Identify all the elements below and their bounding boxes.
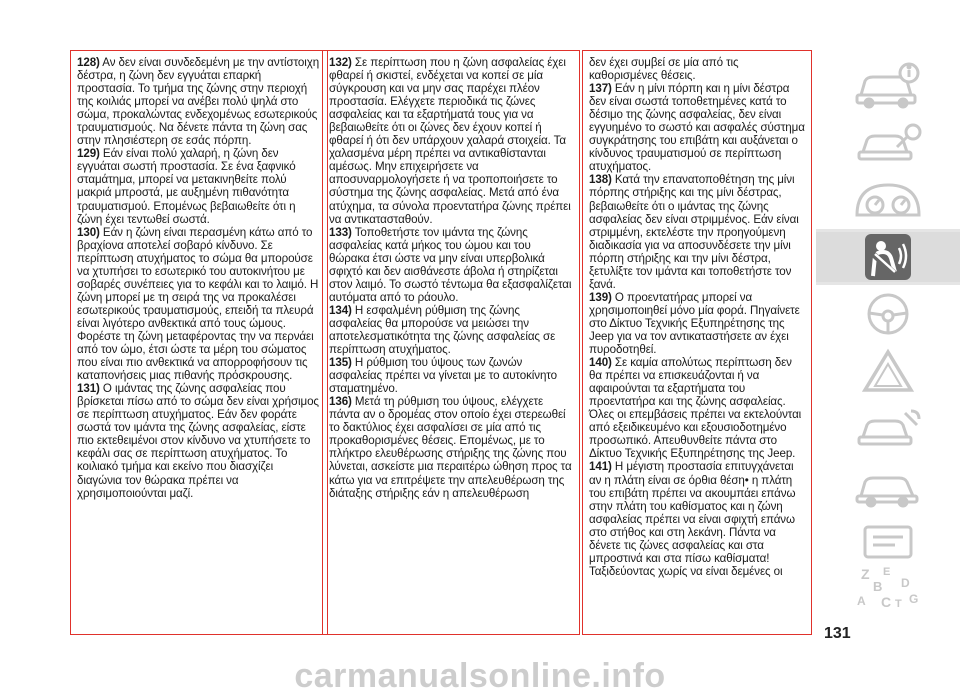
paragraph: 132) Σε περίπτωση που η ζώνη ασφαλείας έχει φθαρεί ή σκιστεί, ενδέχεται να κοπεί σε μία σύγκρουση και να μην σας παρέχει πλέον προστασία. Ελέγχετε περιοδικά τις ζώνες ασφαλείας και τα εξαρτήματά τους για να βεβαιωθείτε ότι οι ζώνες δεν έχουν κοπεί ή φθαρεί ή ότι δεν υπάρχουν χαλαρά στοιχεία. Τα χαλασμένα μέρη πρέπει να αντικαθίστανται αμέσως. Μην επιχειρήσετε να αποσυναρμολογήσετε ή να τροποποιήσετε το σύστημα της ζώνης ασφαλείας. Μετά από ένα ατύχημα, τα σύνολα προεντατήρα ζώνης πρέπει να αντικατασταθούν. [329,56,571,226]
tab-car-info[interactable] [816,58,960,114]
paragraph: 139) Ο προεντατήρας μπορεί να χρησιμοποιηθεί μόνο μία φορά. Πηγαίνετε στο Δίκτυο Τεχνικής Εξυπηρέτησης της Jeep για να τον αντικαταστήσετε αν έχει πυροδοτηθεί. [589,290,800,357]
tab-instruments[interactable] [816,172,960,228]
tab-safety[interactable] [816,229,960,285]
paragraph: 137) Εάν η μίνι πόρπη και η μίνι δέστρα δεν είναι σωστά τοποθετημένες κατά το δέσιμο της ζώνης ασφαλείας, δεν είναι εγγυημένο το σωστό και ασφαλές σύστημα συγκράτησης του επιβάτη και αυξάνεται ο κίνδυνος τραυματισμού σε περίπτωση ατυχήματος. [589,82,805,174]
paragraph: 135) Η ρύθμιση του ύψους των ζωνών ασφαλείας πρέπει να γίνεται με το αυτοκίνητο σταματημένο. [329,356,557,396]
paragraph: 130) Εάν η ζώνη είναι περασμένη κάτω από το βραχίονα αποτελεί σοβαρό κίνδυνο. Σε περίπτωση ατυχήματος το σώμα θα μπορούσε να χτυπήσει το εσωτερικό του αυτοκινήτου με σοβαρές συνέπειες για το κεφάλι και το λαιμό. Η ζώνη μπορεί με τη σειρά της να προκαλέσει εσωτερικούς τραυματισμούς, επειδή τα πλευρά είναι λιγότερο ανθεκτικά από τους ώμους. Φορέστε τη ζώνη μεταφέροντας την να περνάει από τον ώμο, έτσι ώστε τα μέρη του σώματος που είναι πιο ανθεκτικά να απορροφήσουν τις καταπονήσεις μιας πιθανής πρόσκρουσης. [77,225,319,383]
wrench-service-icon [851,403,925,453]
svg-text:D: D [901,576,910,590]
page-number: 131 [824,625,851,642]
paragraph: 140) Σε καμία απολύτως περίπτωση δεν θα πρέπει να επισκευάζονται ή να αφαιρούνται τα εξαρτήματα του προεντατήρα και της ζώνης ασφαλείας. Όλες οι επεμβάσεις πρέπει να εκτελούνται από εξειδικευμένο και εξουσιοδοτημένο προσωπικό. Απευθυνθείτε πάντα στο Δίκτυο Τεχνικής Εξυπηρέτησης της Jeep. [589,356,802,461]
svg-text:T: T [895,598,902,610]
steering-wheel-icon [851,289,925,339]
car-dashboard-info-icon [851,61,925,111]
paragraph: 128) Αν δεν είναι συνδεδεμένη με την αντίστοιχη δέστρα, η ζώνη δεν εγγυάται επαρκή προστασία. Το τμήμα της ζώνης στην περιοχή της κοιλιάς μπορεί να ανέβει πολύ ψηλά στο σώμα, προκαλώντας ενδεχομένως εσωτερικούς τραυματισμούς. Να δένετε πάντα τη ζώνη σας στην πλησιέστερη σε εσάς πόρπη. [77,56,320,148]
paragraph: 129) Εάν είναι πολύ χαλαρή, η ζώνη δεν εγγυάται σωστή προστασία. Σε ένα ξαφνικό σταμάτημα, μπορεί να μετακινηθείτε πολύ μακριά μπροστά, με αυξημένη πιθανότητα τραυματισμού. Επομένως βεβαιωθείτε ότι η ζώνη έχει τεντωθεί σωστά. [77,147,296,226]
car-key-icon [851,118,925,168]
tab-service[interactable] [816,400,960,456]
watermark: carmanualsonline.info [294,657,666,695]
text-column-2 [322,50,580,635]
paragraph: 131) Ο ιμάντας της ζώνης ασφαλείας που βρίσκεται πίσω από το σώμα δεν είναι χρήσιμος σε περίπτωση ατυχήματος. Εάν δεν φοράτε σωστά τον ιμάντα της ζώνης ασφαλείας, είστε πιο εκτεθειμένοι στον κίνδυνο να χτυπήσετε το κεφάλι σας σε περίπτωση ατυχήματος. Το κοιλιακό τμήμα και εκείνο που διασχίζει διαγώνια τον θώρακα πρέπει να χρησιμοποιούνται μαζί. [77,382,319,500]
svg-text:Z: Z [861,566,870,582]
svg-text:A: A [857,594,866,608]
svg-text:G: G [909,592,919,606]
text-column-1 [70,50,328,635]
svg-text:C: C [881,594,892,610]
paragraph: 138) Κατά την επανατοποθέτηση της μίνι πόρπης στήριξης και της μίνι δέστρας, βεβαιωθείτε ότι ο ιμάντας της ζώνης ασφαλείας δεν είναι στριμμένος. Εάν είναι στριμμένη, εκτελέστε την προηγούμενη διαδικασία για να αποσυνδέσετε την μίνι πόρπη στήριξης και την μίνι δέστρα, ξετυλίξτε τον ιμάντα και τοποθετήστε τον ξανά. [589,173,799,291]
warning-triangle-icon [851,346,925,396]
paragraph: 134) Η εσφαλμένη ρύθμιση της ζώνης ασφαλείας θα μπορούσε να μειώσει την αποτελεσματικότητα της ζώνης ασφαλείας σε περίπτωση ατυχήματος. [329,303,556,357]
paragraph: 141) Η μέγιστη προστασία επιτυγχάνεται αν η πλάτη είναι σε όρθια θέση• η πλάτη του επιβάτη πρέπει να ακουμπάει επάνω στην πλάτη του καθίσματος και η ζώνη ασφαλείας πρέπει να είναι σφιχτή επάνω στο στήθος και στη λεκάνη. Πάντα να δένετε τις ζώνες ασφαλείας και στα μπροστινά και στα πίσω καθίσματα! Ταξιδεύοντας χωρίς να είναι δεμένες οι [589,460,796,578]
tab-specs[interactable] [816,457,960,513]
tab-index[interactable] [816,558,960,614]
paragraph: 133) Τοποθετήστε τον ιμάντα της ζώνης ασφαλείας κατά μήκος του ώμου και του θώρακα έτσι ώστε να μην είναι υπερβολικά σφιχτό και δεν αισθάνεστε άβολα ή στηρίζεται στον λαιμό. Το σωστό τέντωμα θα εξασφαλίζεται αυτόματα από το ράουλο. [329,225,572,304]
tab-emergency[interactable] [816,343,960,399]
chapter-tab-sidebar [816,58,960,618]
text-column-3 [582,50,812,635]
paragraph: 136) Μετά τη ρύθμιση του ύψους, ελέγχετε πάντα αν ο δρομέας στον οποίο έχει στερεωθεί το δακτύλιος έχει ασφαλίσει σε μία από τις προκαθορισμένες θέσεις. Επομένως, με το πλήκτρο ελευθέρωσης στήριξης της ζώνης που λύνεται, ασκείστε μια περαιτέρω ώθηση προς τα κάτω για να επιτρέψετε την απελευθέρωση της διάταξης στήριξης εάν η απελευθέρωση [329,395,572,500]
svg-text:E: E [883,566,891,578]
paragraph: δεν έχει συμβεί σε μία από τις καθορισμένες θέσεις. [589,56,739,83]
car-specs-icon [851,460,925,510]
tab-driving[interactable] [816,286,960,342]
svg-text:B: B [873,579,883,594]
instrument-cluster-icon [851,175,925,225]
alphabetical-index-icon [851,561,925,611]
seat-belt-safety-icon [851,232,925,282]
tab-key[interactable] [816,115,960,171]
